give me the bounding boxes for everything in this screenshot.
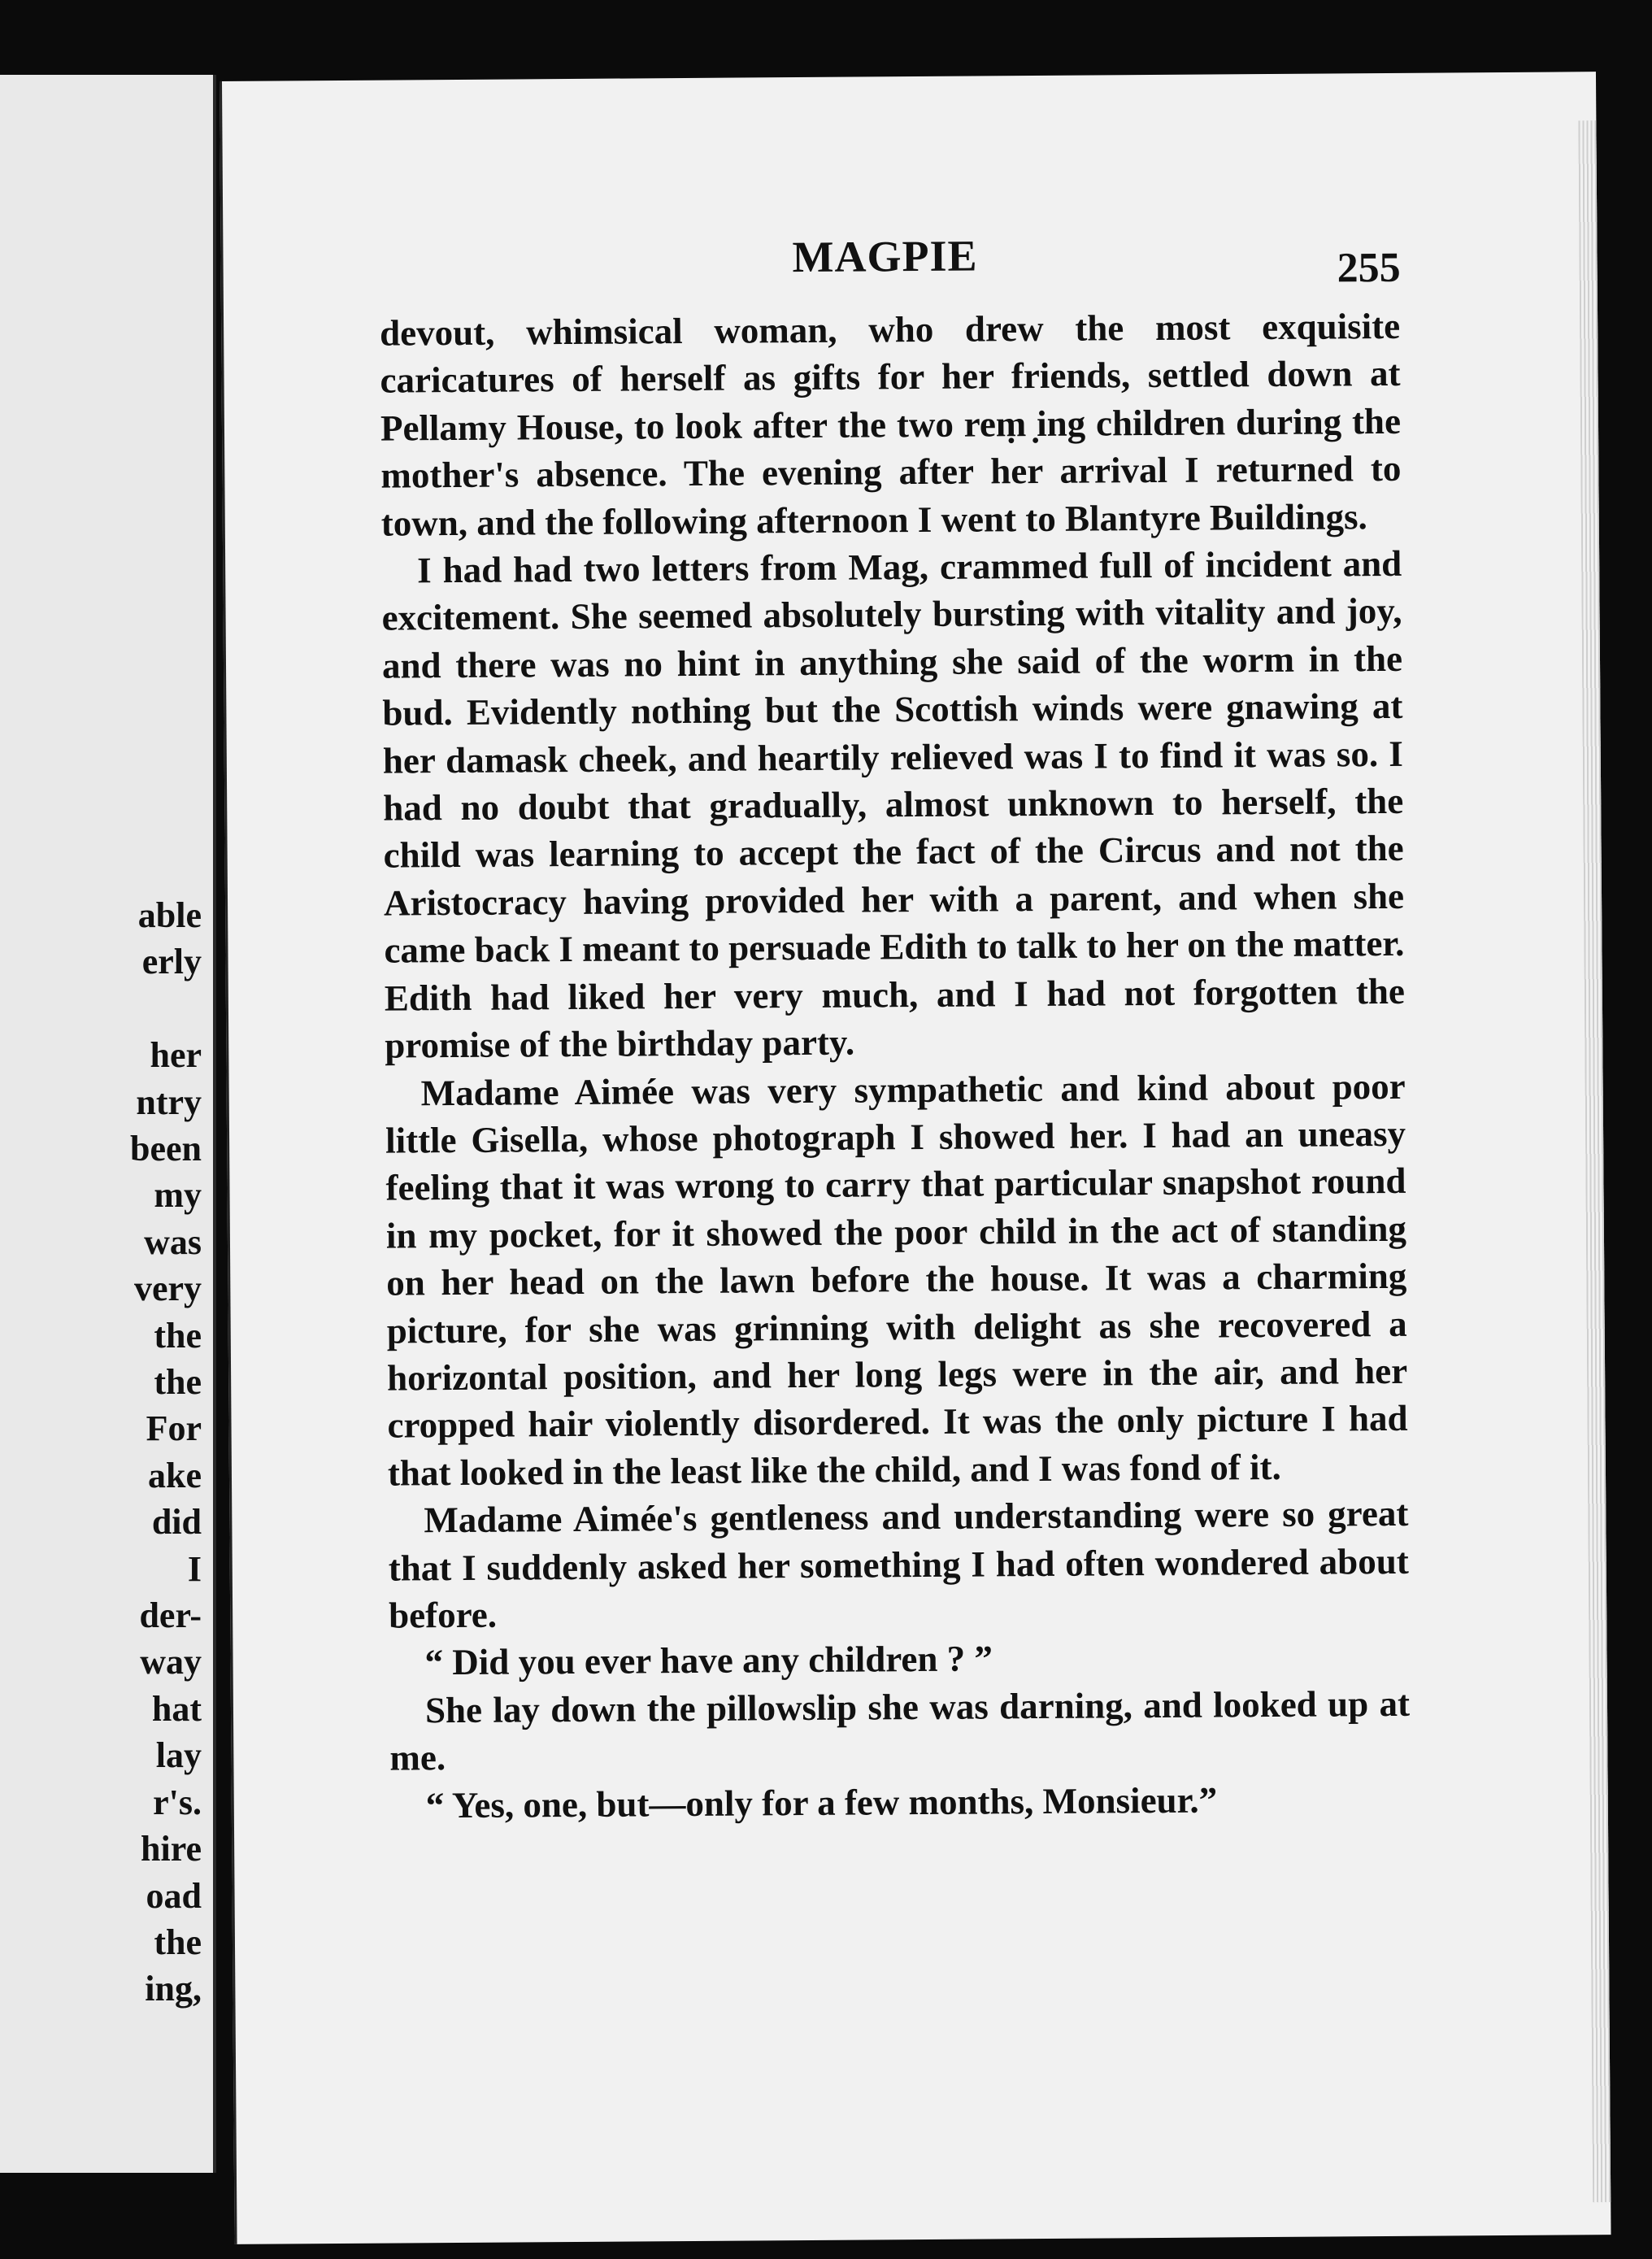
left-edge-word: I <box>187 1548 202 1589</box>
paragraph: devout, whimsical woman, who drew the most exquisite caricatures of herself as gifts for her friends, settled down at Pellamy House, to look after the two reṃ ̣ing children during the mother's absence. The evening after her arrival I returned to town, and the following afternoon I went to Blantyre Buildings. <box>379 305 1402 544</box>
left-edge-word: ntry <box>136 1082 202 1122</box>
paragraph: Madame Aimée's gentleness and understanding were so great that I suddenly asked her something I had often wondered about before. <box>388 1492 1409 1636</box>
left-page-edge-text <box>0 892 202 2013</box>
dialogue-line: “ Yes, one, but—only for a few months, Monsieur.” <box>425 1779 1218 1826</box>
left-edge-gap <box>0 986 202 1032</box>
left-edge-word: r's. <box>153 1782 202 1822</box>
left-edge-word: my <box>154 1175 202 1216</box>
left-edge-word: been <box>130 1129 202 1169</box>
left-edge-word: the <box>154 1362 202 1403</box>
book-page <box>220 72 1611 2244</box>
dialogue-line: “ Did you ever have any children ? ” <box>424 1638 993 1683</box>
left-edge-word: ake <box>148 1455 202 1495</box>
left-edge-word: erly <box>141 942 202 982</box>
page-body-text <box>380 303 1411 1830</box>
left-edge-word: ing, <box>145 1969 202 2009</box>
left-edge-word: lay <box>155 1735 202 1776</box>
left-edge-word: way <box>140 1642 202 1682</box>
paragraph: I had had two letters from Mag, crammed full of incident and excitement. She seemed absolutely bursting with vitality and joy, and there was no hint in anything she said of the worm in the bud. Evidently nothing but the Scottish winds were gnawing at her damask cheek, and heartily relieved was I to find it was so. I had no doubt that gradually, almost unknown to herself, the child was learning to accept the fact of the Circus and not the Aristocracy having provided her with a parent, and when she came back I meant to persuade Edith to talk to her on the matter. Edith had liked her very much, and I had not forgotten the promise of the birthday party. <box>381 542 1406 1066</box>
left-edge-word: hire <box>141 1829 202 1869</box>
page-edge-stack <box>1578 120 1611 2202</box>
left-edge-word: able <box>137 895 202 935</box>
page-number: 255 <box>1337 244 1401 292</box>
left-facing-page <box>0 75 216 2173</box>
left-edge-word: her <box>150 1035 202 1076</box>
left-edge-word: For <box>146 1408 202 1449</box>
running-head-title: MAGPIE <box>792 231 978 282</box>
left-edge-word: very <box>133 1269 202 1309</box>
left-edge-word: the <box>154 1315 202 1356</box>
left-edge-word: was <box>144 1221 202 1262</box>
paragraph: Madame Aimée was very sympathetic and kind about poor little Gisella, whose photograph I showed her. I had an uneasy feeling that it was wrong to carry that particular snapshot round in my pocket, for it showed the poor child in the act of standing on her head on the lawn before the house. It was a charming picture, for she was grinning with delight as she recovered a horizontal position, and her long legs were in the air, and her cropped hair violently disordered. It was the only picture I had that looked in the least like the child, and I was fond of it. <box>385 1065 1408 1494</box>
left-edge-word: oad <box>146 1875 202 1916</box>
left-edge-word: did <box>151 1502 202 1543</box>
paragraph: She lay down the pillowslip she was darning, and looked up at me. <box>389 1682 1411 1778</box>
left-edge-word: hat <box>151 1688 202 1729</box>
left-edge-word: der- <box>139 1595 202 1636</box>
left-edge-word: the <box>154 1922 202 1962</box>
